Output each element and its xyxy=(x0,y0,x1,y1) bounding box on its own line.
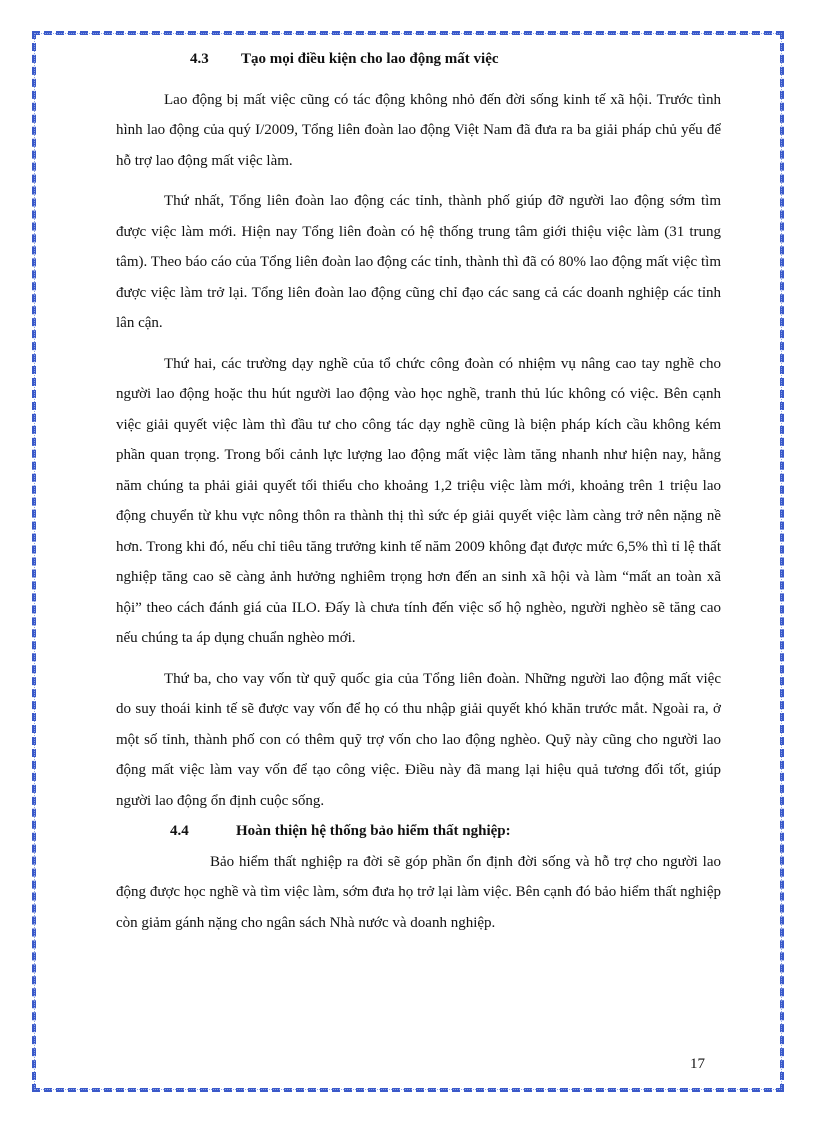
paragraph: Lao động bị mất việc cũng có tác động không nhỏ đến đời sống kinh tế xã hội. Trước tình hình lao động của quý I/2009, Tổng liên đoàn lao động Việt Nam đã đưa ra ba giải pháp chủ yếu để hỗ trợ lao động mất việc làm. xyxy=(116,91,721,169)
page-number: 17 xyxy=(690,1056,705,1072)
paragraph: Thứ ba, cho vay vốn từ quỹ quốc gia của Tổng liên đoàn. Những người lao động mất việc do suy thoái kinh tế sẽ được vay vốn để họ có thu nhập giải quyết khó khăn trước mắt. Ngoài ra, ở một số tỉnh, thành phố con có thêm quỹ trợ vốn cho lao động nghèo. Quỹ này cũng cho người lao động mất việc làm vay vốn để tạo công việc. Điều này đã mang lại hiệu quả tương đối tốt, giúp người lao động ổn định cuộc sống. xyxy=(116,670,721,809)
section-title: Tạo mọi điều kiện cho lao động mất việc xyxy=(241,51,499,67)
paragraph: Bảo hiểm thất nghiệp ra đời sẽ góp phần ổn định đời sống và hỗ trợ cho người lao động được học nghề và tìm việc làm, sớm đưa họ trở lại làm việc. Bên cạnh đó bảo hiểm thất nghiệp còn giảm gánh nặng cho ngân sách Nhà nước và doanh nghiệp. xyxy=(116,853,721,931)
section-number: 4.3 xyxy=(190,51,209,67)
paragraph: Thứ hai, các trường dạy nghề của tổ chức công đoàn có nhiệm vụ nâng cao tay nghề cho người lao động hoặc thu hút người lao động vào học nghề, tranh thủ lúc không có việc. Bên cạnh việc giải quyết việc làm thì đầu tư cho công tác dạy nghề cũng là biện pháp kích cầu không kém phần quan trọng. Trong bối cảnh lực lượng lao động mất việc làm tăng nhanh như hiện nay, hằng năm chúng ta phải giải quyết tối thiểu cho khoảng 1,2 triệu việc làm mới, khoảng trên 1 triệu lao động chuyển từ khu vực nông thôn ra thành thị thì sức ép giải quyết việc làm càng trở nên nặng nề hơn. Trong khi đó, nếu chỉ tiêu tăng trưởng kinh tế năm 2009 không đạt được mức 6,5% thì tỉ lệ thất nghiệp tăng cao sẽ càng ảnh hưởng nghiêm trọng hơn đến an sinh xã hội và làm “mất an toàn xã hội” theo cách đánh giá của ILO. Đấy là chưa tính đến việc số hộ nghèo, người nghèo sẽ tăng cao nếu chúng ta áp dụng chuẩn nghèo mới. xyxy=(116,355,721,646)
paragraph: Thứ nhất, Tổng liên đoàn lao động các tỉnh, thành phố giúp đỡ người lao động sớm tìm được việc làm mới. Hiện nay Tổng liên đoàn có hệ thống trung tâm giới thiệu việc làm (31 trung tâm). Theo báo cáo của Tổng liên đoàn lao động các tỉnh, thành thì đã có 80% lao động mất việc tìm được việc làm trở lại. Tổng liên đoàn lao động cũng chỉ đạo các sang cả các doanh nghiệp các tỉnh lân cận. xyxy=(116,193,721,331)
section-heading-4-3 xyxy=(116,44,721,75)
document-body xyxy=(116,44,721,938)
section-title: Hoàn thiện hệ thống bảo hiểm thất nghiệp: xyxy=(236,823,511,839)
section-heading-4-4 xyxy=(116,816,721,847)
section-number: 4.4 xyxy=(170,823,189,839)
